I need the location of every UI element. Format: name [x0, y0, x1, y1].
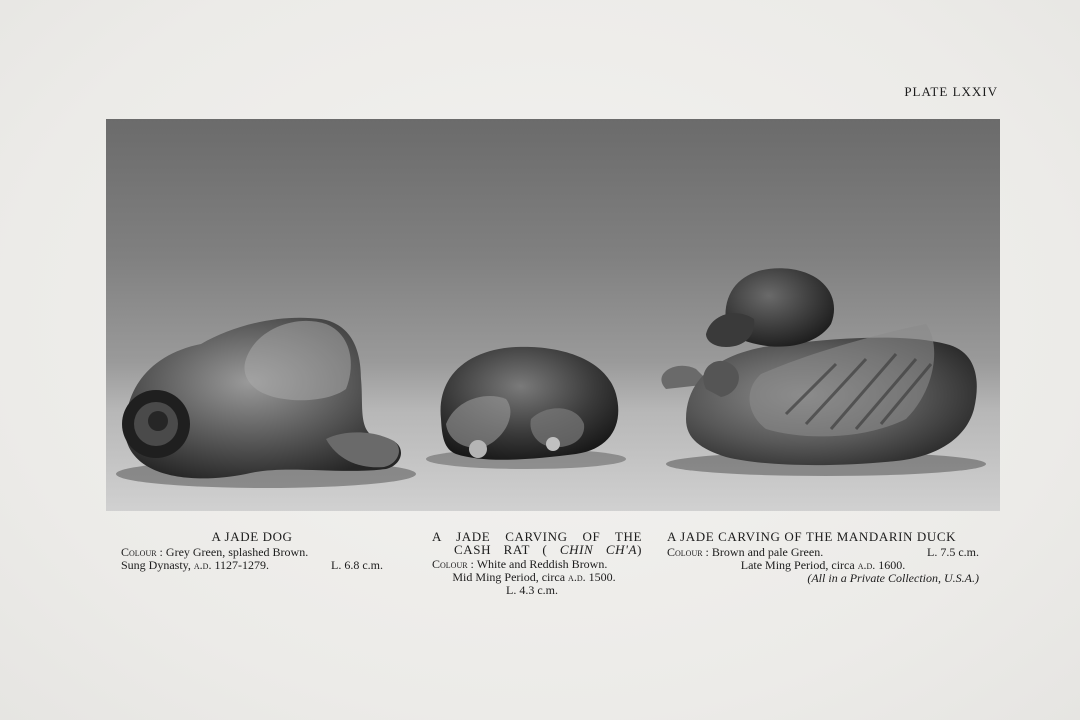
colour-value: Brown and pale Green.	[711, 545, 824, 559]
period-year: 1600.	[878, 558, 906, 572]
caption-jade-duck	[667, 530, 979, 585]
length-value: L. 7.5 c.m.	[927, 545, 979, 559]
collection-note: (All in a Private Collection, U.S.A.)	[807, 571, 979, 585]
period-text: Sung Dynasty,	[121, 558, 191, 572]
caption-title: A JADE DOG	[211, 529, 293, 544]
caption-jade-rat	[432, 530, 642, 597]
length-value: L. 4.3 c.m.	[506, 583, 558, 597]
period-ad: a.d.	[568, 570, 586, 584]
caption-title-line2: CASH RAT ( CHIN CH'A)	[454, 542, 642, 557]
period-ad: a.d.	[193, 558, 212, 572]
colour-value: White and Reddish Brown.	[476, 557, 608, 571]
length-value: L. 6.8 c.m.	[331, 558, 383, 572]
colour-label: Colour :	[667, 545, 709, 559]
period-text: Mid Ming Period, circa	[452, 570, 566, 584]
caption-title-line1: A JADE CARVING OF THE	[432, 529, 642, 544]
period-text: Late Ming Period, circa	[740, 558, 855, 572]
caption-jade-dog	[121, 530, 383, 572]
colour-label: Colour :	[121, 545, 163, 559]
caption-period-line	[121, 559, 383, 572]
period-years: 1127-1279.	[214, 558, 270, 572]
colour-label: Colour :	[432, 557, 474, 571]
period-ad: a.d.	[857, 558, 876, 572]
period-year: 1500.	[588, 570, 616, 584]
plate-number: PLATE LXXIV	[904, 84, 998, 99]
colour-value: Grey Green, splashed Brown.	[165, 545, 309, 559]
caption-title: A JADE CARVING OF THE MANDARIN DUCK	[667, 529, 957, 544]
